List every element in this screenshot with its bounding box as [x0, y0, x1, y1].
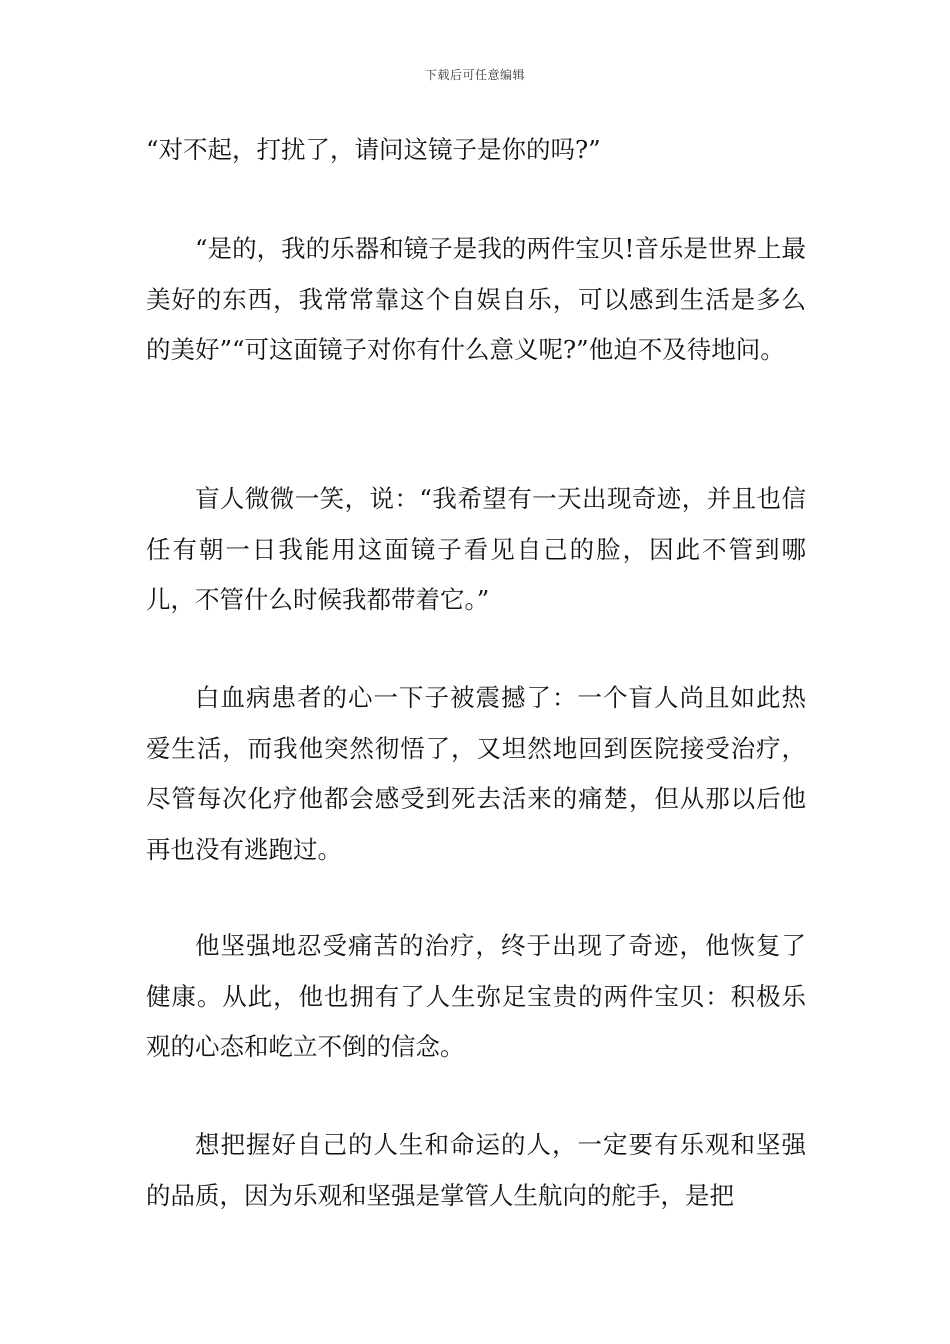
paragraph-2: “是的，我的乐器和镜子是我的两件宝贝!音乐是世界上最美好的东西，我常常靠这个自娱自乐，可以感到生活是多么的美好”“可这面镜子对你有什么意义呢?”他迫不及待地问。 [146, 234, 806, 364]
paragraph-5: 他坚强地忍受痛苦的治疗，终于出现了奇迹，他恢复了健康。从此，他也拥有了人生弥足宝贵的两件宝贝：积极乐观的心态和屹立不倒的信念。 [146, 931, 806, 1061]
paragraph-6: 想把握好自己的人生和命运的人，一定要有乐观和坚强的品质，因为乐观和坚强是掌管人生航向的舵手，是把 [146, 1130, 806, 1210]
paragraph-1: “对不起，打扰了，请问这镜子是你的吗?” [146, 135, 601, 164]
paragraph-3: 盲人微微一笑，说：“我希望有一天出现奇迹，并且也信任有朝一日我能用这面镜子看见自己的脸，因此不管到哪儿，不管什么时候我都带着它。” [146, 484, 806, 614]
paragraph-4: 白血病患者的心一下子被震撼了：一个盲人尚且如此热爱生活，而我他突然彻悟了，又坦然地回到医院接受治疗，尽管每次化疗他都会感受到死去活来的痛楚，但从那以后他再也没有逃跑过。 [146, 683, 806, 864]
page-header-note: 下载后可任意编辑 [424, 68, 525, 82]
